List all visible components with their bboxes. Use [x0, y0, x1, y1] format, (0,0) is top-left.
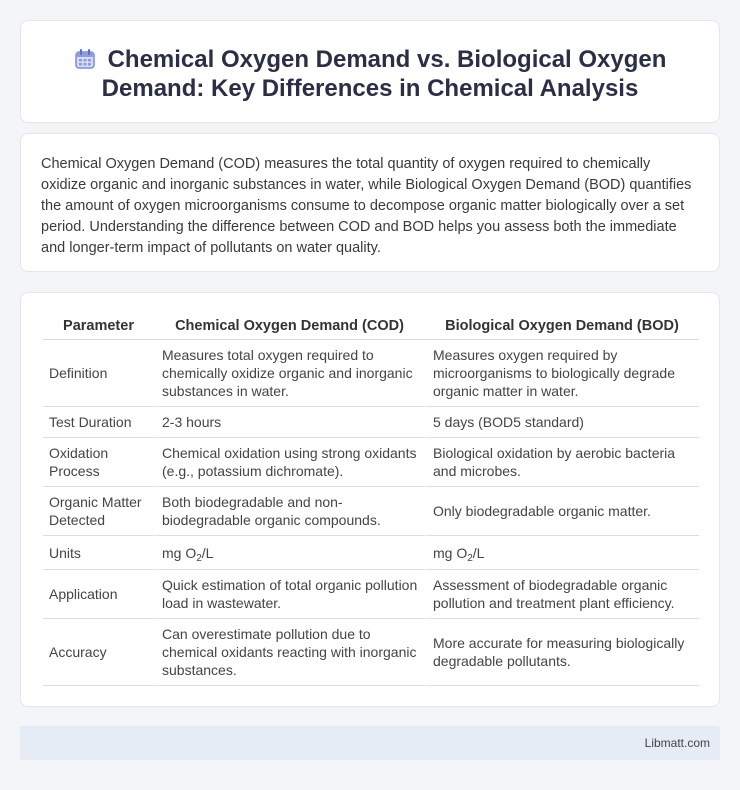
cod-units-suffix: /L: [201, 544, 214, 561]
bod-units-cell: [425, 536, 699, 570]
column-header-bod: Biological Oxygen Demand (BOD): [425, 312, 699, 340]
bod-cell: Measures oxygen required by microorganisms to biologically degrade organic matter in water.: [425, 340, 699, 407]
column-header-cod: Chemical Oxygen Demand (COD): [154, 312, 425, 340]
page-title-text: Chemical Oxygen Demand vs. Biological Oxygen Demand: Key Differences in Chemical Analysis: [101, 46, 667, 102]
cod-cell: Can overestimate pollution due to chemical oxidants reacting with inorganic substances.: [154, 619, 425, 686]
cod-cell: Quick estimation of total organic pollution load in wastewater.: [154, 570, 425, 619]
page-title: [21, 21, 719, 103]
table-row: [43, 407, 699, 438]
comparison-table-card: [20, 292, 720, 707]
cod-cell: Chemical oxidation using strong oxidants (e.g., potassium dichromate).: [154, 438, 425, 487]
parameter-cell: Organic Matter Detected: [43, 487, 154, 536]
calendar-icon: [74, 48, 96, 70]
table-row: [43, 536, 699, 570]
parameter-cell: Application: [43, 570, 154, 619]
table-row: [43, 619, 699, 686]
cod-units-subscript: 2: [196, 552, 202, 564]
footer-bar: [20, 726, 720, 760]
bod-cell: Only biodegradable organic matter.: [425, 487, 699, 536]
cod-cell: Both biodegradable and non-biodegradable organic compounds.: [154, 487, 425, 536]
parameter-cell: Definition: [43, 340, 154, 407]
table-row: [43, 438, 699, 487]
parameter-cell: Oxidation Process: [43, 438, 154, 487]
parameter-cell: Accuracy: [43, 619, 154, 686]
intro-card: [20, 133, 720, 272]
bod-units-subscript: 2: [467, 552, 473, 564]
table-row: [43, 340, 699, 407]
title-card: [20, 20, 720, 123]
cod-cell: Measures total oxygen required to chemically oxidize organic and inorganic substances in water.: [154, 340, 425, 407]
cod-units-cell: [154, 536, 425, 570]
comparison-table: [43, 312, 699, 686]
bod-cell: Assessment of biodegradable organic pollution and treatment plant efficiency.: [425, 570, 699, 619]
bod-units-suffix: /L: [472, 544, 485, 561]
column-header-parameter: Parameter: [43, 312, 154, 340]
bod-cell: Biological oxidation by aerobic bacteria and microbes.: [425, 438, 699, 487]
parameter-cell: Test Duration: [43, 407, 154, 438]
bod-units-prefix: mg O: [433, 544, 468, 561]
bod-cell: More accurate for measuring biologically degradable pollutants.: [425, 619, 699, 686]
cod-units-prefix: mg O: [162, 544, 197, 561]
table-row: [43, 487, 699, 536]
bod-cell: 5 days (BOD5 standard): [425, 407, 699, 438]
parameter-cell: Units: [43, 536, 154, 570]
table-row: [43, 570, 699, 619]
intro-paragraph: Chemical Oxygen Demand (COD) measures the total quantity of oxygen required to chemically oxidize organic and inorganic substances in water, while Biological Oxygen Demand (BOD) quantifies the amount of oxygen microorganisms consume to decompose organic matter biologically over a set period. Understanding the difference between COD and BOD helps you assess both the immediate and longer-term impact of pollutants on water quality.: [41, 156, 692, 256]
footer-brand[interactable]: Libmatt.com: [644, 736, 710, 750]
cod-cell: 2-3 hours: [154, 407, 425, 438]
table-header-row: [43, 312, 699, 340]
